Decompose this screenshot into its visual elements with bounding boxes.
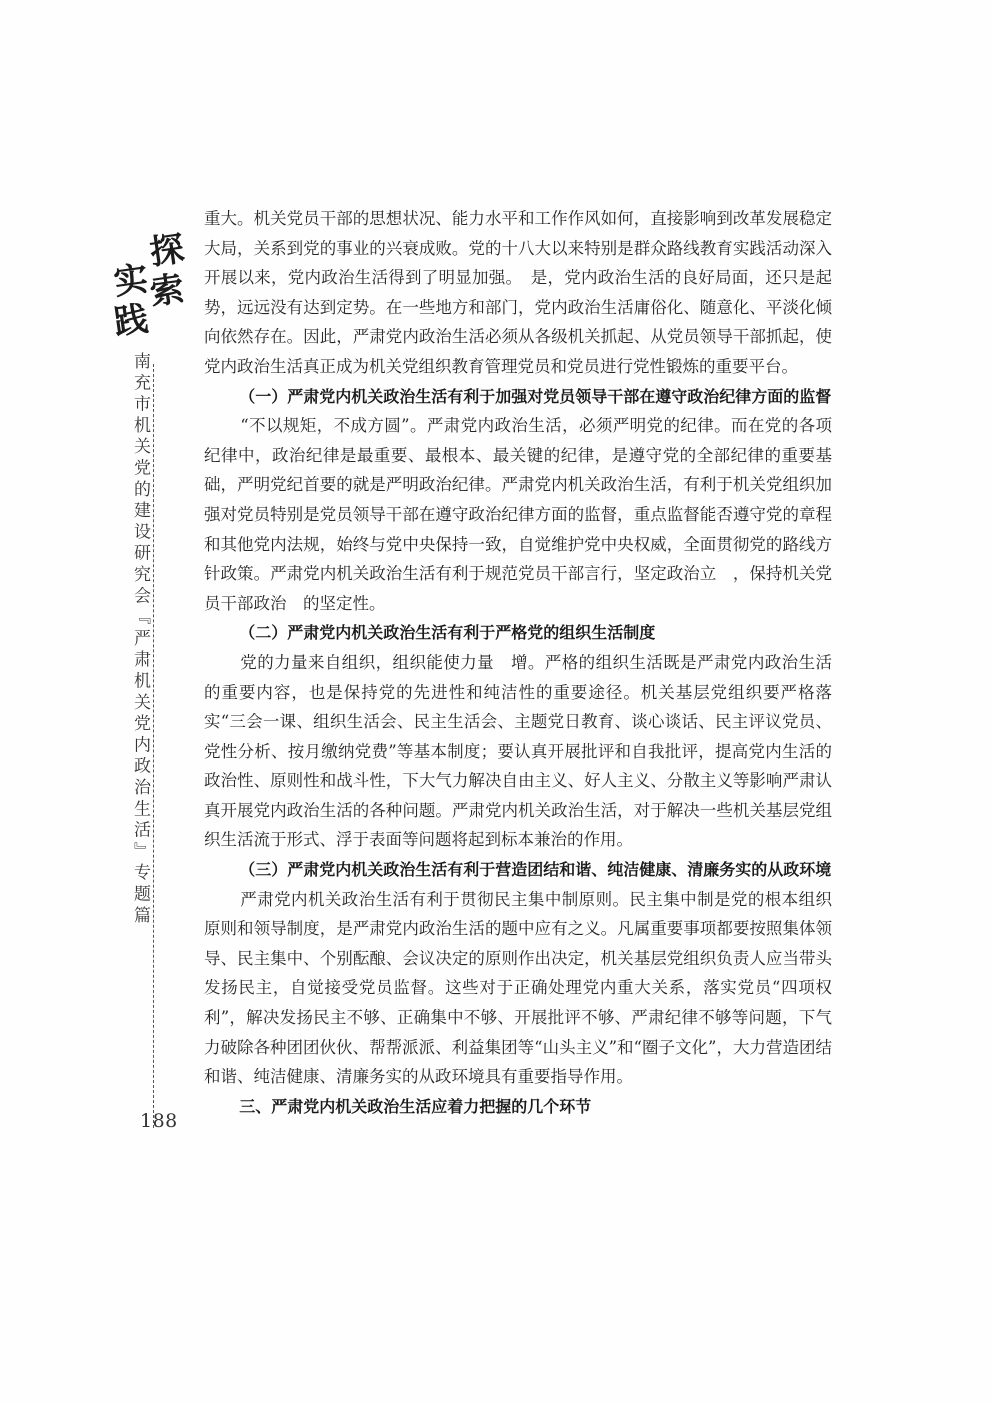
chapter-heading: 三、严肃党内机关政治生活应着力把握的几个环节 [239, 1096, 592, 1116]
page-number: 188 [140, 1110, 178, 1132]
paragraph: 党的力量来自组织，组织能使力量 增。严格的组织生活既是严肃党内政治生活的重要内容，也是保持党的先进性和纯洁性的重要途径。机关基层党组织要严格落实“三会一课、组织生活会、民主生活会、主题党日教育、谈心谈话、民主评议党员、党性分析、按月缴纳党费”等基本制度；要认真开展批评和自我批评，提高党内生活的政治性、原则性和战斗性，下大气力解决自由主义、好人主义、分散主义等影响严肃认真开展党内政治生活的各种问题。严肃党内机关政治生活，对于解决一些机关基层党组织生活流于形式、浮于表面等问题将起到标本兼治的作用。 [204, 652, 832, 850]
paragraph: 严肃党内机关政治生活有利于贯彻民主集中制原则。民主集中制是党的根本组织原则和领导制度，是严肃党内政治生活的题中应有之义。凡属重要事项都要按照集体领导、民主集中、个别酝酿、会议决定的原则作出决定，机关基层党组织负责人应当带头发扬民主，自觉接受党员监督。这些对于正确处理党内重大关系，落实党员“四项权利”，解决发扬民主不够、正确集中不够、开展批评不够、严肃纪律不够等问题，下气力破除各种团团伙伙、帮帮派派、利益集团等“山头主义”和“圈子文化”，大力营造团结和谐、纯洁健康、清廉务实的从政环境具有重要指导作用。 [204, 889, 832, 1087]
section-heading: （三）严肃党内机关政治生活有利于营造团结和谐、纯洁健康、清廉务实的从政环境 [239, 860, 832, 880]
calligraphy-char-4: 践 [111, 298, 151, 344]
calligraphy-char-3: 实 [111, 258, 151, 304]
paragraph: 重大。机关党员干部的思想状况、能力水平和工作作风如何，直接影响到改革发展稳定大局，关系到党的事业的兴衰成败。党的十八大以来特别是群众路线教育实践活动深入开展以来，党内政治生活得到了明显加强。 是，党内政治生活的良好局面，还只是起势，远远没有达到定势。在一些地方和部门，党内政治生活庸俗化、随意化、平淡化倾向依然存在。因此，严肃党内政治生活必须从各级机关抓起、从党员领导干部抓起，使党内政治生活真正成为机关党组织教育管理党员和党员进行党性锻炼的重要平台。 [204, 209, 832, 376]
section-heading: （一）严肃党内机关政治生活有利于加强对党员领导干部在遵守政治纪律方面的监督 [239, 386, 832, 406]
dashed-divider [153, 364, 154, 1128]
main-text [204, 204, 832, 1121]
paragraph: “不以规矩，不成方圆”。严肃党内政治生活，必须严明党的纪律。而在党的各项纪律中，政治纪律是最重要、最根本、最关键的纪律，是遵守党的全部纪律的重要基础，严明党纪首要的就是严明政治纪律。严肃党内机关政治生活，有利于机关党组织加强对党员特别是党员领导干部在遵守政治纪律方面的监督，重点监督能否遵守党的章程和其他党内法规，始终与党中央保持一致，自觉维护党中央权威，全面贯彻党的路线方针政策。严肃党内机关政治生活有利于规范党员干部言行，坚定政治立 ，保持机关党员干部政治 的坚定性。 [204, 416, 832, 613]
series-title: 南充市机关党的建设研究会『严肃机关党内政治生活』专题篇 [130, 352, 150, 928]
calligraphy-char-2: 索 [147, 268, 187, 314]
calligraphy-char-1: 探 [147, 228, 187, 274]
section-heading: （二）严肃党内机关政治生活有利于严格党的组织生活制度 [239, 623, 656, 643]
margin-sidebar [100, 228, 190, 1148]
